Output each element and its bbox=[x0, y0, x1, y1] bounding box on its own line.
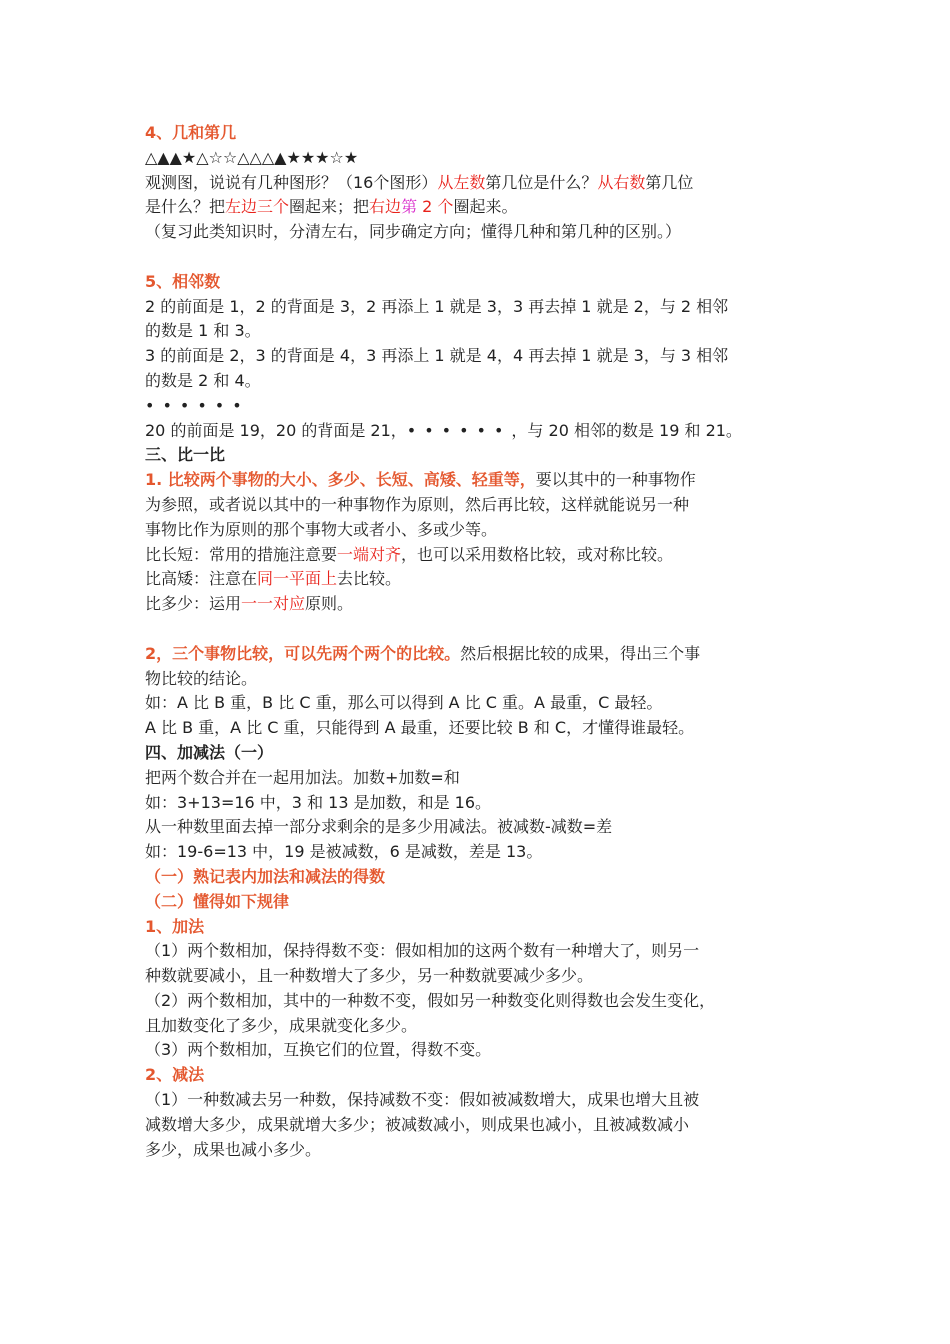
ellipsis-dots: •••••• bbox=[145, 395, 250, 415]
text: 圈起来；把 bbox=[289, 197, 370, 217]
paragraph-line: A 比 B 重，A 比 C 重，只能得到 A 最重，还要比较 B 和 C，才懂得谁最轻。 bbox=[145, 718, 695, 738]
section-title: 四、加减法（一） bbox=[145, 742, 274, 762]
paragraph-line bbox=[145, 468, 825, 493]
text: ，与 20 相邻的数是 19 和 21。 bbox=[511, 420, 742, 440]
section-title: 5、相邻数 bbox=[145, 271, 221, 291]
document-content bbox=[145, 121, 825, 1162]
paragraph-line bbox=[145, 567, 825, 592]
text: 是什么？把 bbox=[145, 197, 226, 217]
highlight-text: 一端对齐 bbox=[337, 544, 402, 564]
paragraph-line bbox=[145, 543, 825, 568]
text: 20 的前面是 19，20 的背面是 21， bbox=[145, 420, 407, 440]
paragraph-line: 为参照，或者说以其中的一种事物作为原则，然后再比较，这样就能说另一种 bbox=[145, 494, 690, 514]
spacer bbox=[145, 617, 825, 642]
paragraph-line: 把两个数合并在一起用加法。加数+加数=和 bbox=[145, 767, 460, 787]
highlight-text: 2 个 bbox=[417, 197, 454, 217]
text: 圈起来。 bbox=[453, 197, 518, 217]
highlight-text: 从左数 bbox=[437, 172, 486, 192]
highlight-text: 右边 bbox=[369, 197, 402, 217]
text: 去比较。 bbox=[337, 569, 402, 589]
highlight-text: 1. 比较两个事物的大小、多少、长短、高矮、轻重等， bbox=[145, 470, 536, 490]
paragraph-line: 2 的前面是 1，2 的背面是 3，2 再添上 1 就是 3，3 再去掉 1 就是 2，与 2 相邻 bbox=[145, 296, 729, 316]
text: 然后根据比较的成果，得出三个事 bbox=[460, 643, 701, 663]
spacer bbox=[145, 245, 825, 270]
subsection-title: 1、加法 bbox=[145, 916, 205, 936]
paragraph-line bbox=[145, 592, 825, 617]
highlight-text: 从右数 bbox=[597, 172, 646, 192]
section-title: 三、比一比 bbox=[145, 445, 226, 465]
highlight-text: 左边三个 bbox=[225, 197, 290, 217]
text: ，也可以采用数格比较，或对称比较。 bbox=[401, 544, 674, 564]
text: 比长短：常用的措施注意要 bbox=[145, 544, 338, 564]
text: 原则。 bbox=[305, 594, 354, 614]
highlight-text: 2，三个事物比较，可以先两个两个的比较。 bbox=[145, 643, 461, 663]
highlight-text: 一一对应 bbox=[241, 594, 306, 614]
paragraph-line: （1）两个数相加，保持得数不变：假如相加的这两个数有一种增大了，则另一 bbox=[145, 941, 700, 961]
paragraph-line: 的数是 1 和 3。 bbox=[145, 321, 261, 341]
highlight-text: 同一平面上 bbox=[257, 569, 338, 589]
text: 比高矮：注意在 bbox=[145, 569, 258, 589]
paragraph-line: 的数是 2 和 4。 bbox=[145, 370, 261, 390]
paragraph-line: 如：A 比 B 重，B 比 C 重，那么可以得到 A 比 C 重。A 最重，C 最轻。 bbox=[145, 693, 663, 713]
subsection-title: （一）熟记表内加法和减法的得数 bbox=[145, 866, 386, 886]
paragraph-line: 种数就要减小，且一种数增大了多少，另一种数就要减少多少。 bbox=[145, 966, 594, 986]
paragraph-line: 3 的前面是 2，3 的背面是 4，3 再添上 1 就是 4，4 再去掉 1 就是 3，与 3 相邻 bbox=[145, 346, 729, 366]
subsection-title: （二）懂得如下规律 bbox=[145, 891, 290, 911]
paragraph-line: 从一种数里面去掉一部分求剩余的是多少用减法。被减数-减数=差 bbox=[145, 817, 613, 837]
paragraph-line: （2）两个数相加，其中的一种数不变，假如另一种数变化则得数也会发生变化， bbox=[145, 990, 716, 1010]
paragraph-line: 如：19-6=13 中，19 是被减数，6 是减数，差是 13。 bbox=[145, 842, 543, 862]
text: 要以其中的一种事物作 bbox=[535, 470, 696, 490]
paragraph-line: （3）两个数相加，互换它们的位置，得数不变。 bbox=[145, 1040, 492, 1060]
paragraph-line: 且加数变化了多少，成果就变化多少。 bbox=[145, 1015, 418, 1035]
subsection-title: 2、减法 bbox=[145, 1065, 205, 1085]
text: 第几位是什么？ bbox=[485, 172, 598, 192]
text: 观测图，说说有几种图形？（16个图形） bbox=[145, 172, 438, 192]
highlight-text: 第 bbox=[401, 197, 418, 217]
paragraph-line: 减数增大多少，成果就增大多少；被减数减小，则成果也减小，且被减数减小 bbox=[145, 1114, 690, 1134]
paragraph-line bbox=[145, 642, 825, 667]
ellipsis-dots: •••••• bbox=[406, 420, 512, 440]
text: 比多少：运用 bbox=[145, 594, 242, 614]
paragraph-line bbox=[145, 171, 825, 196]
paragraph-line bbox=[145, 419, 825, 444]
paragraph-line: （1）一种数减去另一种数，保持减数不变：假如被减数增大，成果也增大且被 bbox=[145, 1090, 700, 1110]
note-line: （复习此类知识时，分清左右，同步确定方向；懂得几种和第几种的区别。） bbox=[145, 222, 682, 242]
paragraph-line: 多少，成果也减小多少。 bbox=[145, 1139, 322, 1159]
paragraph-line: 事物比作为原则的那个事物大或者小、多或少等。 bbox=[145, 519, 498, 539]
section-title: 4、几和第几 bbox=[145, 123, 237, 142]
text: 第几位 bbox=[645, 172, 694, 192]
shape-sequence: △▲▲★△☆☆△△△▲★★★☆★ bbox=[145, 147, 359, 167]
paragraph-line: 如：3+13=16 中，3 和 13 是加数，和是 16。 bbox=[145, 792, 492, 812]
paragraph-line: 物比较的结论。 bbox=[145, 668, 258, 688]
paragraph-line bbox=[145, 195, 825, 220]
